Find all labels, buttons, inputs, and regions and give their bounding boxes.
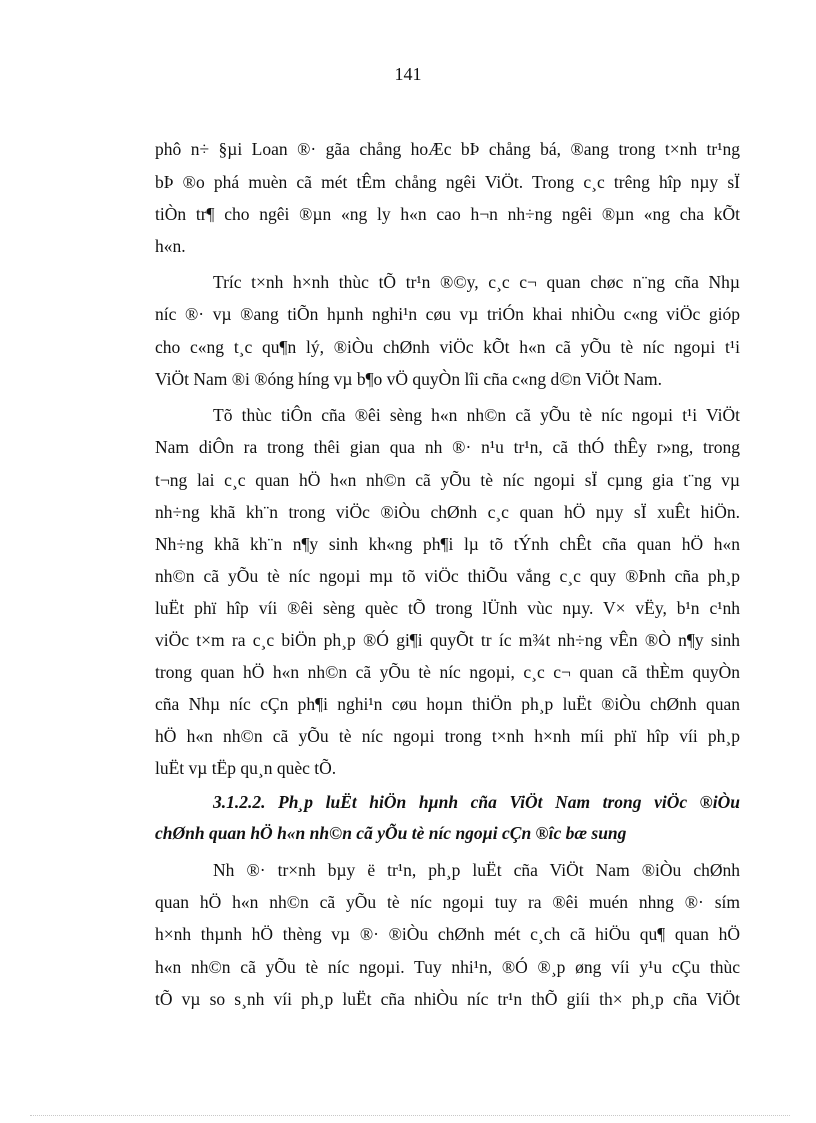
text-line: cña Nhµ níc cÇn ph¶i nghi¹n cøu hoµn thiÖn ph¸p luËt ®iÒu chØnh quan xyxy=(155,694,740,714)
text-line: t¬ng lai c¸c quan hÖ h«n nh©n cã yÕu tè níc ngoµi sÏ cµng gia t¨ng vµ xyxy=(155,470,740,490)
text-line: níc ®· vµ ®ang tiÕn hµnh nghi¹n cøu vµ triÓn khai nhiÒu c«ng viÖc gióp xyxy=(155,304,740,324)
text-line: tiÒn tr¶ cho ngêi ®µn «ng ly h«n cao h¬n nh÷ng ngêi ®µn «ng cha kÕt xyxy=(155,204,740,224)
text-line: hÖ h«n nh©n cã yÕu tè níc ngoµi trong t×nh h×nh míi phï hîp víi ph¸p xyxy=(155,726,740,746)
text-line: viÖc t×m ra c¸c biÖn ph¸p ®Ó gi¶i quyÕt tr íc m¾t nh÷ng vÊn ®Ò n¶y sinh xyxy=(155,630,740,650)
text-line: Nh ®· tr×nh bµy ë tr¹n, ph¸p luËt cña ViÖt Nam ®iÒu chØnh xyxy=(213,860,740,880)
text-line: cho c«ng t¸c qu¶n lý, ®iÒu chØnh viÖc kÕt h«n cã yÕu tè níc ngoµi t¹i xyxy=(155,337,740,357)
text-line: tÕ vµ so s¸nh víi ph¸p luËt cña nhiÒu níc tr¹n thÕ giíi th× ph¸p cña ViÖt xyxy=(155,989,740,1009)
text-line: luËt phï hîp víi ®êi sèng quèc tÕ trong lÜnh vùc nµy. V× vËy, b¹n c¹nh xyxy=(155,598,740,618)
text-line: Tõ thùc tiÔn cña ®êi sèng h«n nh©n cã yÕu tè níc ngoµi t¹i ViÖt xyxy=(213,405,740,425)
section-heading: chØnh quan hÖ h«n nh©n cã yÕu tè níc ngoµi cÇn ®îc bæ sung xyxy=(155,823,627,843)
text-line: nh÷ng khã kh¨n trong viÖc ®iÒu chØnh c¸c quan hÖ nµy sÏ xuÊt hiÖn. xyxy=(155,502,740,522)
text-line: phô n÷ §µi Loan ®· gãa chång hoÆc bÞ chång bá, ®ang trong t×nh tr¹ng xyxy=(155,139,740,159)
text-line: bÞ ®o phá muèn cã mét tÊm chång ngêi ViÖt. Trong c¸c trêng hîp nµy sÏ xyxy=(155,172,740,192)
section-heading: 3.1.2.2. Ph¸p luËt hiÖn hµnh cña ViÖt Nam trong viÖc ®iÒu xyxy=(213,792,740,812)
text-line: trong quan hÖ h«n nh©n cã yÕu tè níc ngoµi, c¸c c¬ quan cã thÈm quyÒn xyxy=(155,662,740,682)
text-line: nh©n cã yÕu tè níc ngoµi mµ tõ viÖc thiÕu vắng c¸c quy ®Þnh cña ph¸p xyxy=(155,566,740,586)
text-line: Nam diÔn ra trong thêi gian qua nh ®· n¹u tr¹n, cã thÓ thÊy r»ng, trong xyxy=(155,437,740,457)
text-line: Tríc t×nh h×nh thùc tÕ tr¹n ®©y, c¸c c¬ quan chøc n¨ng cña Nhµ xyxy=(213,272,740,292)
text-line: quan hÖ h«n nh©n cã yÕu tè níc ngoµi tuy ra ®êi muén nhng ®· sím xyxy=(155,892,740,912)
bottom-rule xyxy=(30,1115,790,1116)
text-line: h«n. xyxy=(155,236,186,256)
page-number: 141 xyxy=(394,64,422,84)
text-line: h×nh thµnh hÖ thèng vµ ®· ®iÒu chØnh mét c¸ch cã hiÖu qu¶ quan hÖ xyxy=(155,924,740,944)
text-line: luËt vµ tËp qu¸n quèc tÕ. xyxy=(155,758,337,778)
text-line: Nh÷ng khã kh¨n n¶y sinh kh«ng ph¶i lµ tõ tÝnh chÊt cña quan hÖ h«n xyxy=(155,534,740,554)
text-line: h«n nh©n cã yÕu tè níc ngoµi. Tuy nhi¹n, ®Ó ®¸p øng víi y¹u cÇu thùc xyxy=(155,957,740,977)
text-line: ViÖt Nam ®i ®óng híng vµ b¶o vÖ quyÒn lîi cña c«ng d©n ViÖt Nam. xyxy=(155,369,663,389)
